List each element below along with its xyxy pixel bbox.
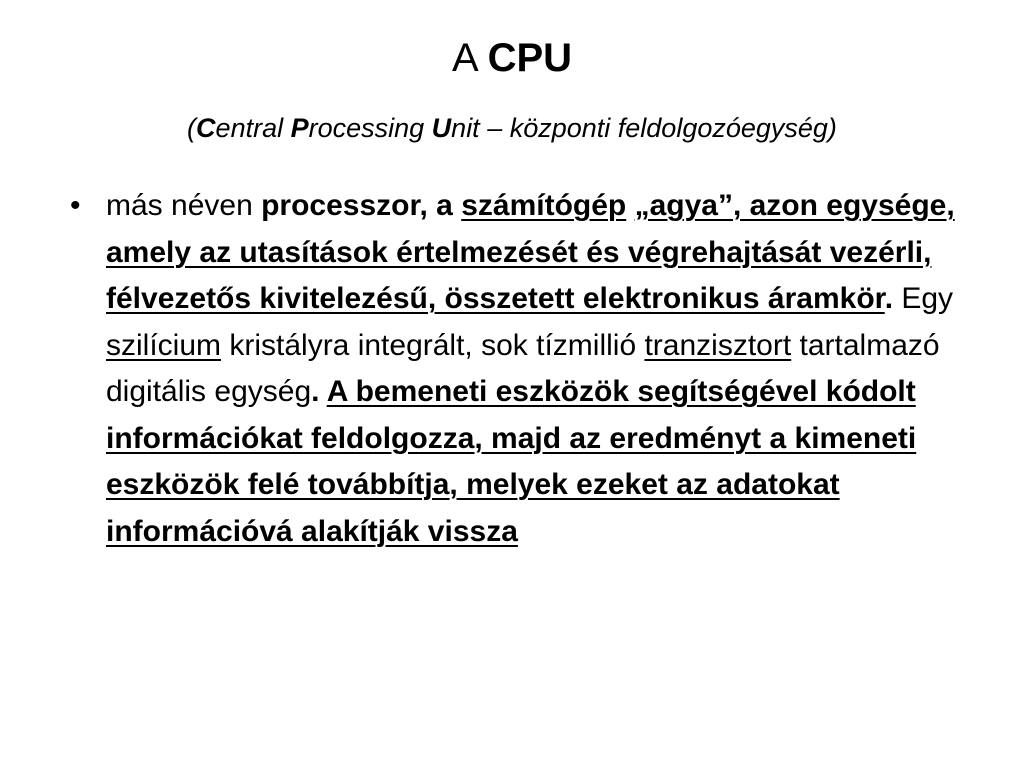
bullet-text-3: számítógép: [461, 189, 627, 222]
bullet-text-9: kristályra integrált, sok tízmillió: [221, 328, 645, 362]
bullet-text-4: [626, 189, 634, 222]
bullet-text-7: Egy: [893, 282, 954, 315]
bullet-text-8: szilícium: [106, 328, 222, 362]
bullet-text-6: .: [884, 282, 894, 315]
bullet-text-13: A bemeneti eszközök segítségével kódolt információkat feldolgozza, majd az eredményt a kimeneti eszközök felé továbbítja, melyek ezeket az adatokat információvá alakítják vissza: [106, 375, 917, 548]
subtitle-open-paren: (: [187, 113, 197, 143]
slide-subtitle: [0, 108, 1024, 148]
bullet-marker: •: [70, 189, 81, 222]
subtitle-c-letter: C: [196, 113, 216, 143]
subtitle-u-rest: nit – központi feldolgozóegység): [451, 113, 837, 143]
subtitle-p-rest: rocessing: [308, 113, 432, 143]
subtitle-p-letter: P: [290, 113, 309, 143]
bullet-item: [70, 183, 970, 555]
bullet-text-2: processzor, a: [261, 189, 462, 222]
title-prefix: A: [451, 36, 488, 80]
bullet-list: [70, 183, 970, 555]
subtitle-u-letter: U: [431, 113, 452, 143]
bullet-text-5: „agya”, azon egysége, amely az utasítások értelmezését és végrehajtását vezérli, félvezetős kivitelezésű, összetett elektronikus áramkör: [106, 189, 955, 315]
subtitle-c-rest: entral: [215, 113, 291, 143]
bullet-text-1: más néven: [106, 189, 262, 222]
slide-title: [0, 30, 1024, 86]
bullet-text-12: .: [311, 375, 327, 408]
bullet-text-10: tranzisztort: [644, 328, 792, 362]
bullet-text-11: tartalmazó digitális egység: [106, 328, 940, 408]
title-bold: CPU: [487, 36, 573, 80]
